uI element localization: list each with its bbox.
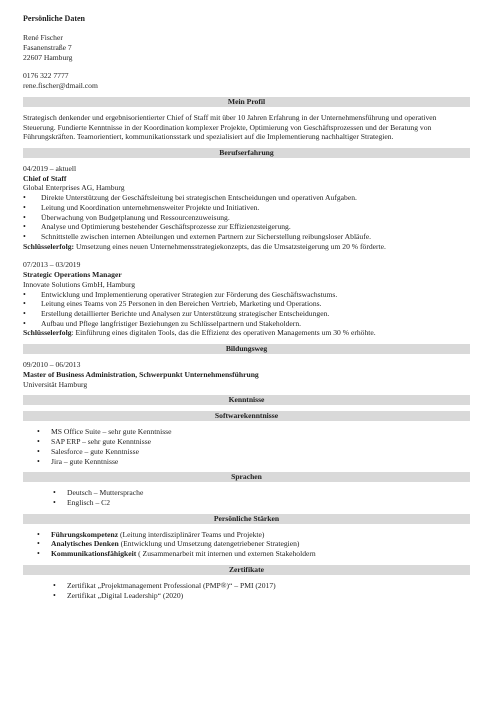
languages-list (23, 488, 470, 507)
list-item: • Salesforce – gute Kenntnisse (23, 447, 470, 457)
education-school: Universität Hamburg (23, 379, 88, 389)
list-item: • Leitung und Koordination unternehmensweiter Projekte und Initiativen. (23, 203, 470, 213)
phone-number: 0176 322 7777 (23, 71, 69, 81)
list-item: • Deutsch – Muttersprache (23, 488, 470, 498)
strengths-heading: Persönliche Stärken (23, 514, 470, 524)
list-item (23, 539, 470, 549)
skills-heading: Kenntnisse (23, 395, 470, 405)
job-title: Chief of Staff (23, 173, 67, 183)
spacer (23, 251, 470, 260)
key-success-text: Umsetzung eines neuen Unternehmensstrategiekonzepts, das die Umsatzsteigerung um 20 % förderte. (74, 241, 386, 251)
software-list (23, 427, 470, 466)
strength-text: (Entwicklung und Umsetzung datengetriebener Strategien) (118, 539, 300, 549)
list-item (23, 549, 470, 559)
list-item: • SAP ERP – sehr gute Kenntnisse (23, 437, 470, 447)
strength-label: Kommunikationsfähigkeit (51, 549, 137, 559)
job-task-list (23, 193, 470, 242)
list-item: • Direkte Unterstützung der Geschäftsleitung bei strategischen Entscheidungen und operativen Aufgaben. (23, 193, 470, 203)
profile-text: Strategisch denkender und ergebnisorientierter Chief of Staff mit über 10 Jahren Erfahrung in der Unternehmensführung und operativen Steuerung. Fundierte Kenntnisse in der Koordination komplexer Projekte, Optimierung von Geschäftsprozessen und der Beratung von Führungskräften. Teamorientiert, kommunikationsstark und spezialisiert auf die Implementierung nachhaltiger Strategien. (23, 112, 437, 142)
list-item: • MS Office Suite – sehr gute Kenntnisse (23, 427, 470, 437)
job-period: 07/2013 – 03/2019 (23, 260, 81, 270)
strength-text: (Leitung interdisziplinärer Teams und Projekte) (118, 529, 265, 539)
list-item: • Englisch – C2 (23, 498, 470, 508)
key-success-text: : Einführung eines digitalen Tools, das die Effizienz des operativen Managements um 30 % erhöhte. (71, 328, 376, 338)
job-entry (23, 164, 470, 251)
job-company: Innovate Solutions GmbH, Hamburg (23, 279, 136, 289)
email-address: rene.fischer@dmail.com (23, 81, 98, 91)
list-item: • Entwicklung und Implementierung operativer Strategien zur Förderung des Geschäftswachstums. (23, 290, 470, 300)
spacer (23, 62, 470, 71)
list-item: • Aufbau und Pflege langfristiger Beziehungen zu Schlüsselpartnern und Stakeholdern. (23, 319, 470, 329)
education-degree: Master of Business Administration, Schwerpunkt Unternehmensführung (23, 369, 259, 379)
job-entry (23, 260, 470, 338)
list-item: • Zertifikat „Digital Leadership“ (2020) (23, 591, 470, 601)
job-task-list (23, 290, 470, 329)
key-success-label: Schlüsselerfolg: (23, 241, 75, 251)
job-period: 04/2019 – aktuell (23, 163, 77, 173)
city-address: 22607 Hamburg (23, 52, 73, 62)
certificates-list (23, 581, 470, 600)
list-item: • Zertifikat „Projektmanagement Professional (PMP®)“ – PMI (2017) (23, 581, 470, 591)
job-title: Strategic Operations Manager (23, 270, 122, 280)
list-item: • Schnittstelle zwischen internen Abteilungen und externen Partnern zur Sicherstellung reibungsloser Abläufe. (23, 232, 470, 242)
list-item: • Erstellung detaillierter Berichte und Analysen zur Unterstützung strategischer Entscheidungen. (23, 309, 470, 319)
education-heading: Bildungsweg (23, 344, 470, 354)
key-success-label: Schlüsselerfolg (23, 328, 72, 338)
education-period: 09/2010 – 06/2013 (23, 360, 81, 370)
strength-label: Analytisches Denken (51, 539, 119, 549)
strength-label: Führungskompetenz (51, 529, 119, 539)
software-heading: Softwarekenntnisse (23, 411, 470, 421)
list-item: • Überwachung von Budgetplanung und Ressourcenzuweisung. (23, 213, 470, 223)
list-item: • Leitung eines Teams von 25 Personen in den Bereichen Vertrieb, Marketing und Operations. (23, 299, 470, 309)
list-item: • Analyse und Optimierung bestehender Geschäftsprozesse zur Effizienzsteigerung. (23, 222, 470, 232)
strength-text: ( Zusammenarbeit mit internen und externen Stakeholdern (136, 549, 316, 559)
key-success (23, 242, 470, 252)
street-address: Fasanenstraße 7 (23, 42, 72, 52)
strengths-list (23, 530, 470, 559)
key-success (23, 328, 470, 338)
person-name: René Fischer (23, 33, 63, 43)
languages-heading: Sprachen (23, 472, 470, 482)
list-item (23, 530, 470, 540)
list-item: • Jira – gute Kenntnisse (23, 457, 470, 467)
job-company: Global Enterprises AG, Hamburg (23, 183, 125, 193)
personal-data-heading: Persönliche Daten (23, 14, 85, 23)
profile-heading: Mein Profil (23, 97, 470, 107)
certificates-heading: Zertifikate (23, 565, 470, 575)
experience-heading: Berufserfahrung (23, 148, 470, 158)
